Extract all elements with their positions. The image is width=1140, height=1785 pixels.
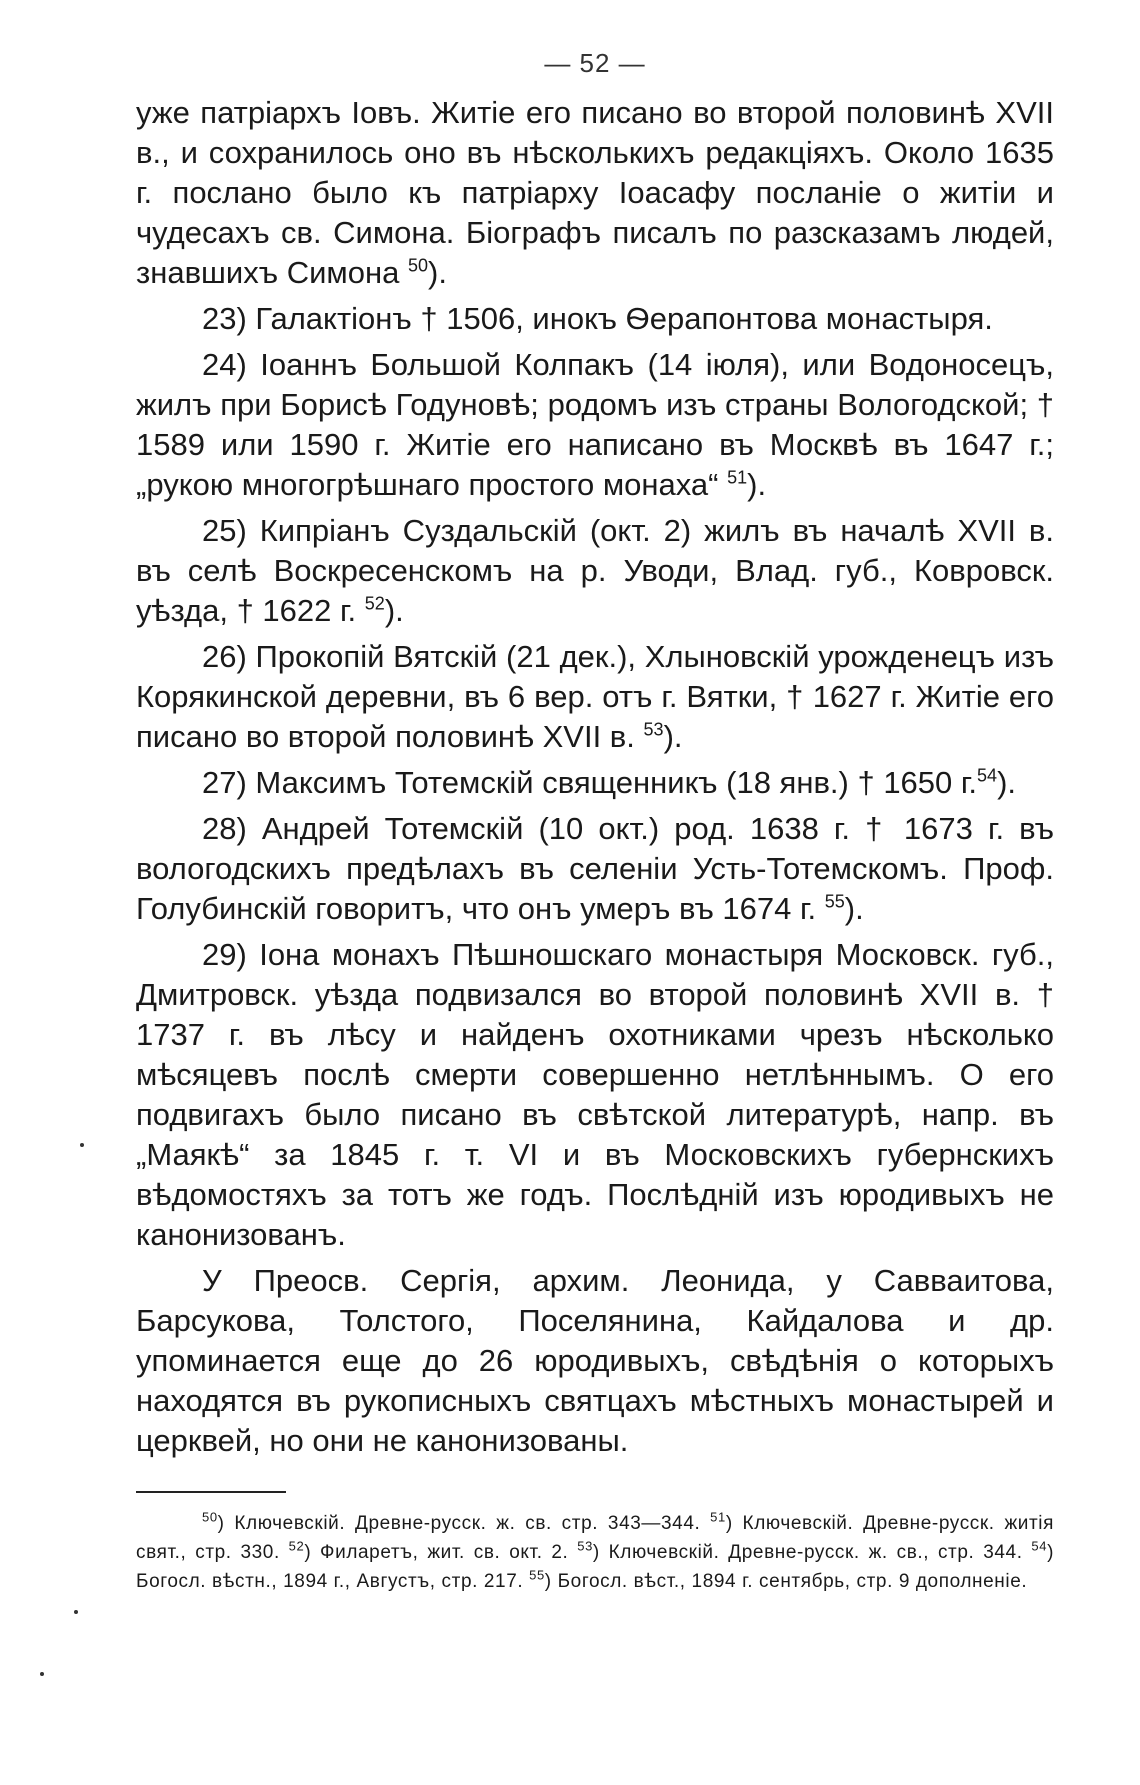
paragraph-text: 25) Кипріанъ Суздальскій (окт. 2) жилъ въ началѣ XVII в. въ селѣ Воскресенскомъ на р. Уводи, Влад. губ., Ковровск. уѣзда, † 1622 г. (136, 513, 1054, 628)
footnote-text-53: ) Ключевскій. Древне-русск. ж. св., стр. 344. (592, 1542, 1032, 1563)
footnote-text-51: ) Ключевскій. Древне-русск. житія свят., стр. 330. (136, 1513, 1054, 1563)
footnote-ref-52[interactable]: 52 (364, 593, 385, 614)
paragraph-text: У Преосв. Сергія, архим. Леонида, у Савваитова, Барсукова, Толстого, Поселянина, Кайдалова и др. упоминается еще до 26 юродивыхъ, свѣдѣнія о которыхъ находятся въ рукописныхъ святцахъ мѣстныхъ монастырей и церквей, но они не канонизованы. (136, 1263, 1054, 1458)
entry-27 (136, 763, 1054, 803)
paragraph-text: 23) Галактіонъ † 1506, инокъ Ѳерапонтова монастыря. (202, 301, 993, 336)
paragraph-tail: ). (663, 719, 683, 754)
page (136, 48, 1054, 1596)
paragraph-text: 28) Андрей Тотемскій (10 окт.) род. 1638 г. † 1673 г. въ вологодскихъ предѣлахъ въ селеніи Усть-Тотемскомъ. Проф. Голубинскій говоритъ, что онъ умеръ въ 1674 г. (136, 811, 1054, 926)
page-number: — 52 — (544, 48, 646, 78)
paragraph-continuation (136, 93, 1054, 293)
entry-23 (136, 299, 1054, 339)
footnote-ref-50[interactable]: 50 (407, 255, 428, 276)
footnote-mark-54: 54 (1031, 1538, 1048, 1554)
paragraph-text: 24) Іоаннъ Большой Колпакъ (14 іюля), или Водоносецъ, жилъ при Борисѣ Годуновѣ; родомъ изъ страны Вологодской; † 1589 или 1590 г. Житіе его написано въ Москвѣ въ 1647 г.; „рукою многогрѣшнаго простого монаха“ (136, 347, 1054, 502)
footnote-divider (136, 1491, 286, 1493)
footnote-mark-50: 50 (202, 1509, 218, 1525)
footnote-mark-51: 51 (710, 1509, 726, 1525)
paragraph-text: 26) Прокопій Вятскій (21 дек.), Хлыновскій урожденецъ изъ Корякинской деревни, въ 6 вер. отъ г. Вятки, † 1627 г. Житіе его писано во второй половинѣ XVII в. (136, 639, 1054, 754)
footnotes (136, 1509, 1054, 1596)
entry-26 (136, 637, 1054, 757)
entry-24 (136, 345, 1054, 505)
footnote-mark-52: 52 (288, 1538, 305, 1554)
paragraph-text: 29) Іона монахъ Пѣшношскаго монастыря Московск. губ., Дмитровск. уѣзда подвизался во второй половинѣ XVII в. † 1737 г. въ лѣсу и найденъ охотниками чрезъ нѣсколько мѣсяцевъ послѣ смерти совершенно нетлѣннымъ. О его подвигахъ было писано въ свѣтской литературѣ, напр. въ „Маякѣ“ за 1845 г. т. VI и въ Московскихъ губернскихъ вѣдомостяхъ за тотъ же годъ. Послѣдній изъ юродивыхъ не канонизованъ. (136, 937, 1054, 1252)
paragraph-text: уже патріархъ Іовъ. Житіе его писано во второй половинѣ XVII в., и сохранилось оно въ нѣсколькихъ редакціяхъ. Около 1635 г. послано было къ патріарху Іоасафу посланіе о житіи и чудесахъ св. Симона. Біографъ писалъ по разсказамъ людей, знавшихъ Симона (136, 95, 1054, 290)
footnote-mark-55: 55 (529, 1567, 545, 1583)
footnote-text-55: ) Богосл. вѣст., 1894 г. сентябрь, стр. 9 дополненіе. (544, 1571, 1028, 1592)
paragraph-tail: ). (997, 765, 1016, 800)
closing-paragraph (136, 1261, 1054, 1461)
footnote-text-50: ) Ключевскій. Древне-русск. ж. св. стр. 343—344. (217, 1513, 711, 1534)
scan-speck (40, 1672, 44, 1676)
paragraph-tail: ). (844, 891, 864, 926)
footnote-ref-54[interactable]: 54 (977, 765, 998, 786)
footnote-text-52: ) Филаретъ, жит. св. окт. 2. (304, 1542, 578, 1563)
footnote-mark-53: 53 (577, 1538, 593, 1554)
paragraph-tail: ). (384, 593, 404, 628)
scan-speck (74, 1610, 78, 1614)
body-text (136, 93, 1054, 1461)
entry-28 (136, 809, 1054, 929)
footnote-ref-53[interactable]: 53 (643, 719, 664, 740)
paragraph-tail: ). (428, 255, 447, 290)
entry-25 (136, 511, 1054, 631)
entry-29 (136, 935, 1054, 1255)
paragraph-text: 27) Максимъ Тотемскій священникъ (18 янв.) † 1650 г. (202, 765, 978, 800)
scan-speck (80, 1143, 84, 1147)
footnote-ref-55[interactable]: 55 (824, 891, 845, 912)
paragraph-tail: ). (747, 467, 767, 502)
footnote-ref-51[interactable]: 51 (727, 467, 748, 488)
footnote-text-54: ) Богосл. вѣстн., 1894 г., Августъ, стр. 217. (136, 1542, 1054, 1592)
